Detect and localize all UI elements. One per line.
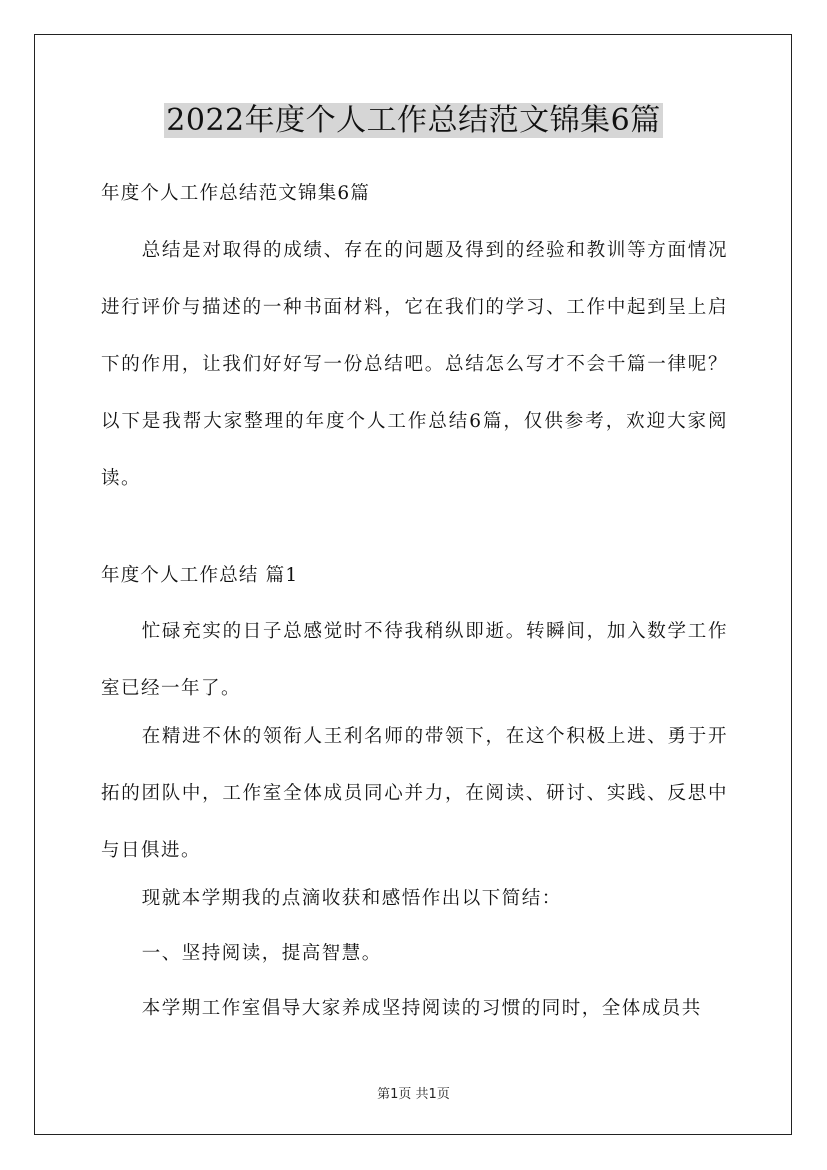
document-subtitle: 年度个人工作总结范文锦集6篇 (101, 183, 371, 204)
body-paragraph-5: 本学期工作室倡导大家养成坚持阅读的习惯的同时，全体成员共 (141, 998, 702, 1019)
body-paragraph-1: 忙碌充实的日子总感觉时不待我稍纵即逝。转瞬间，加入数学工作室已经一年了。 (101, 621, 728, 699)
body-paragraph-2: 在精进不休的领衔人王利名师的带领下，在这个积极上进、勇于开拓的团队中，工作室全体成员同心并力，在阅读、研讨、实践、反思中与日俱进。 (101, 726, 728, 861)
page-number-label: 第1页 共1页 (377, 1087, 450, 1102)
section-heading: 年度个人工作总结 篇1 (101, 565, 299, 586)
body-paragraph-3: 现就本学期我的点滴收获和感悟作出以下简结： (141, 888, 562, 909)
document-title (0, 101, 827, 141)
page-footer (0, 1083, 827, 1102)
intro-paragraph: 总结是对取得的成绩、存在的问题及得到的经验和教训等方面情况进行评价与描述的一种书面材料，它在我们的学习、工作中起到呈上启下的作用，让我们好好写一份总结吧。总结怎么写才不会千篇一律呢？以下是我帮大家整理的年度个人工作总结6篇，仅供参考，欢迎大家阅读。 (101, 240, 728, 489)
document-title-text: 2022年度个人工作总结范文锦集6篇 (166, 103, 661, 138)
body-paragraph-4: 一、坚持阅读，提高智慧。 (141, 943, 382, 964)
